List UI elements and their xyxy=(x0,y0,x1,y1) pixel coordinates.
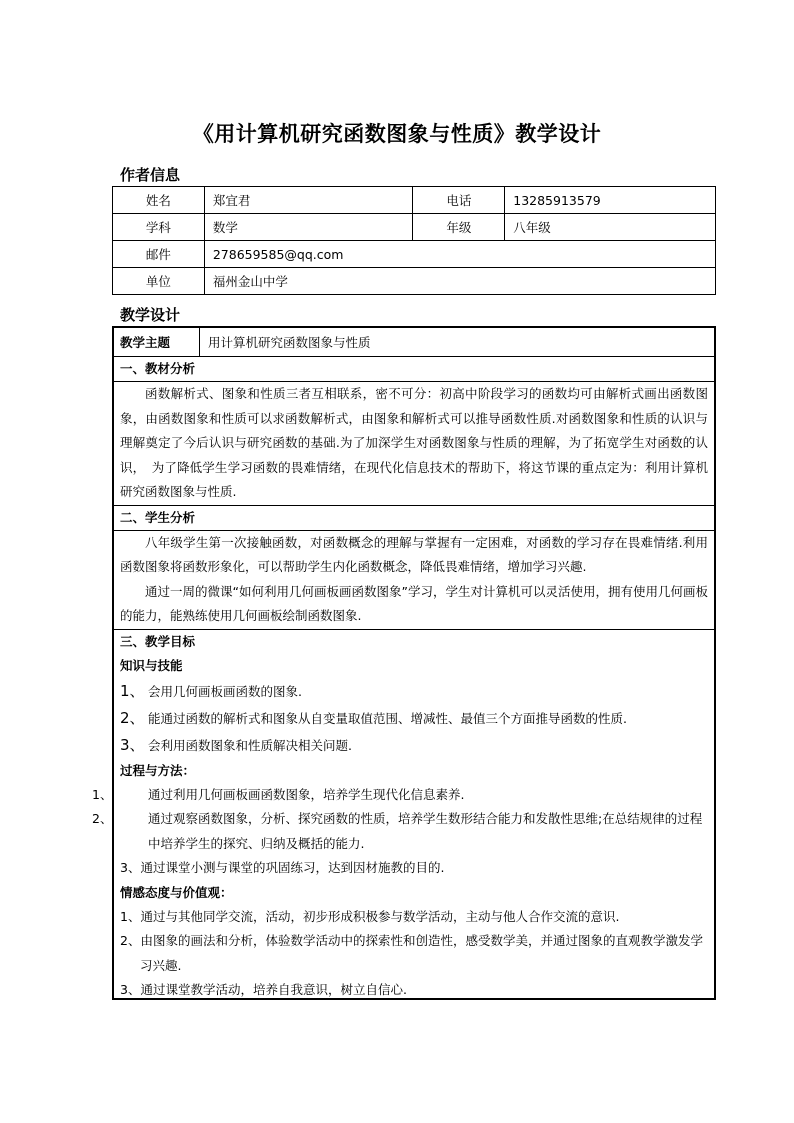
teaching-design-table xyxy=(92,326,716,1000)
student-analysis-text-2: 通过一周的微课“如何利用几何画板画函数图象”学习，学生对计算机可以灵活使用，拥有使用几何画板的能力，能熟练使用几何画板绘制函数图象. xyxy=(120,583,708,623)
list-item: 1、 通过利用几何画板画函数图象，培养学生现代化信息素养. xyxy=(92,786,465,802)
author-info-heading: 作者信息 xyxy=(120,166,181,184)
list-item: 3、 会利用函数图象和性质解决相关问题. xyxy=(120,735,352,754)
table-row xyxy=(113,268,716,295)
email-value: 278659585@qq.com xyxy=(204,241,715,268)
process-heading: 过程与方法： xyxy=(120,762,196,778)
theme-value: 用计算机研究函数图象与性质 xyxy=(208,335,371,350)
material-analysis-text: 函数解析式、图象和性质三者互相联系，密不可分：初高中阶段学习的函数均可由解析式画出函数图象，由函数图象和性质可以求函数解析式，由图象和解析式可以推导函数性质.对函数图象和性质的认识与理解奠定了今后认识与研究函数的基础.为了加深学生对函数图象与性质的理解，为了拓宽学生对函数的认识， 为了降低学生学习函数的畏难情绪，在现代化信息技术的帮助下，将这节课的重点定为：利用计算机研究函数图象与性质. xyxy=(120,386,708,499)
knowledge-heading: 知识与技能 xyxy=(120,657,183,673)
phone-value: 13285913579 xyxy=(505,187,716,214)
email-label: 邮件 xyxy=(113,241,205,268)
student-analysis-heading: 二、学生分析 xyxy=(114,506,714,531)
teaching-objectives-section xyxy=(92,630,714,1003)
list-item: 2、由图象的画法和分析，体验数学活动中的探索性和创造性，感受数学美，并通过图象的直观教学激发学习兴趣. xyxy=(120,933,703,973)
material-analysis-section xyxy=(114,357,714,506)
teaching-design-heading: 教学设计 xyxy=(120,306,181,324)
list-item: 3、通过课堂教学活动，培养自我意识，树立自信心. xyxy=(120,982,407,997)
document-title: 《用计算机研究函数图象与性质》教学设计 xyxy=(192,122,602,146)
list-item: 1、通过与其他同学交流，活动，初步形成积极参与数学活动，主动与他人合作交流的意识. xyxy=(120,908,620,924)
student-analysis-text-1: 八年级学生第一次接触函数，对函数概念的理解与掌握有一定困难，对函数的学习存在畏难情绪.利用函数图象将函数形象化，可以帮助学生内化函数概念，降低畏难情绪，增加学习兴趣. xyxy=(120,534,708,574)
name-label: 姓名 xyxy=(113,187,205,214)
list-item: 2、 通过观察函数图象，分析、探究函数的性质，培养学生数形结合能力和发散性思维;在总结规律的过程中培养学生的探究、归纳及概括的能力. xyxy=(92,811,703,851)
table-row xyxy=(113,214,716,241)
school-label: 单位 xyxy=(113,268,205,295)
name-value: 郑宜君 xyxy=(204,187,413,214)
theme-row xyxy=(114,328,714,357)
theme-label: 教学主题 xyxy=(114,328,200,356)
grade-value: 八年级 xyxy=(505,214,716,241)
student-analysis-section xyxy=(114,506,714,630)
material-analysis-heading: 一、教材分析 xyxy=(114,357,714,382)
author-info-table xyxy=(112,186,716,295)
list-item: 1、 会用几何画板画函数的图象. xyxy=(120,681,302,700)
list-item: 3、通过课堂小测与课堂的巩固练习，达到因材施教的目的. xyxy=(120,860,445,875)
phone-label: 电话 xyxy=(413,187,505,214)
table-row xyxy=(113,187,716,214)
subject-value: 数学 xyxy=(204,214,413,241)
school-value: 福州金山中学 xyxy=(204,268,715,295)
table-row xyxy=(113,241,716,268)
subject-label: 学科 xyxy=(113,214,205,241)
attitude-heading: 情感态度与价值观： xyxy=(120,884,233,900)
grade-label: 年级 xyxy=(413,214,505,241)
list-item: 2、 能通过函数的解析式和图象从自变量取值范围、增减性、最值三个方面推导函数的性质. xyxy=(120,708,627,727)
teaching-objectives-heading: 三、教学目标 xyxy=(120,633,196,649)
